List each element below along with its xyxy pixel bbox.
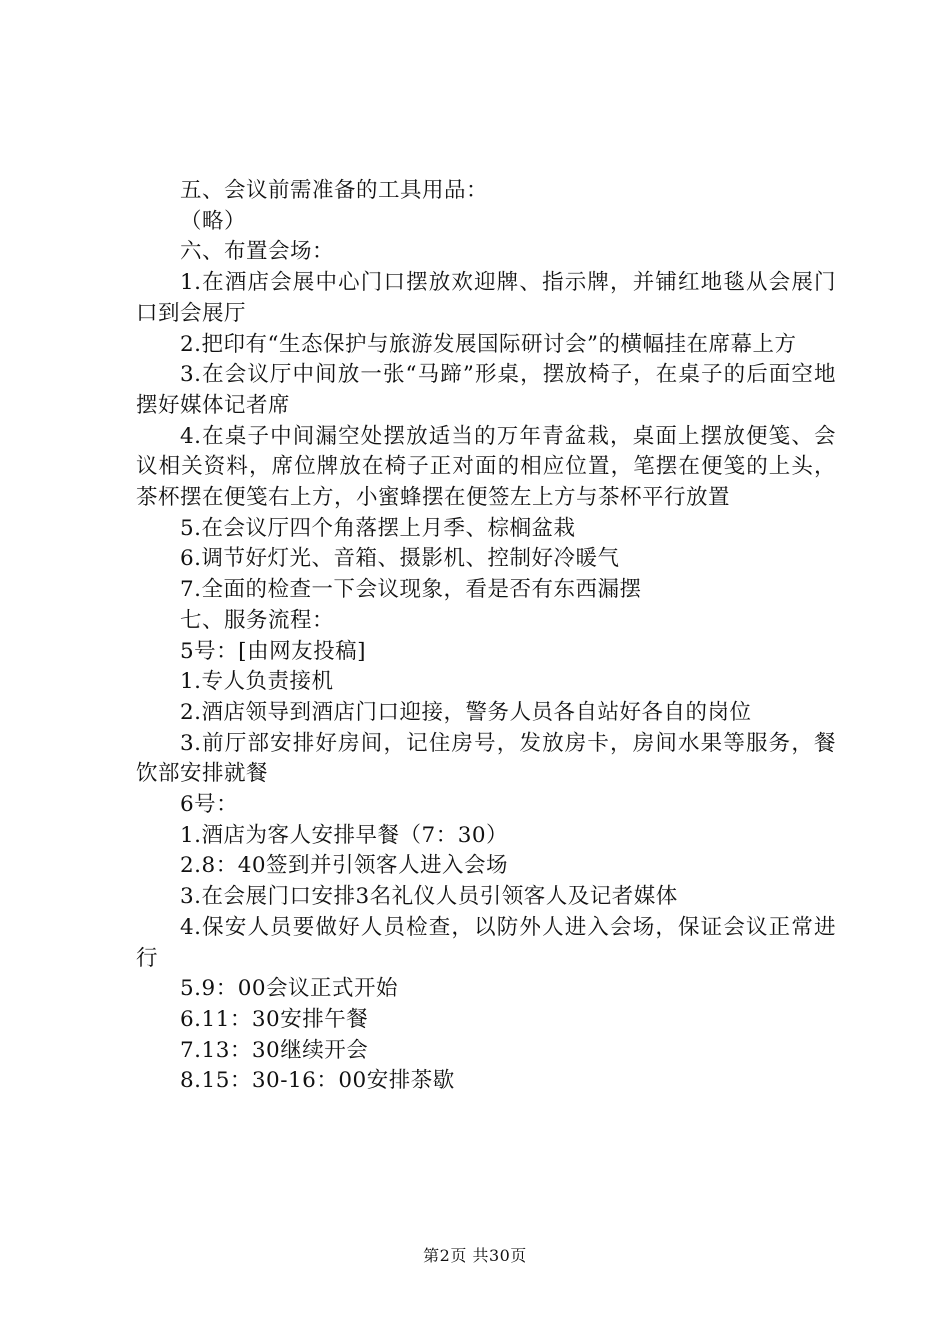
venue-item-3: 3.在会议厅中间放一张“马蹄”形桌，摆放椅子，在桌子的后面空地摆好媒体记者席 [136,362,836,418]
day6-item-3: 3.在会展门口安排3名礼仪人员引领客人及记者媒体 [180,884,678,910]
section-heading-service: 七、服务流程： [180,607,335,633]
day6-item-6: 6.11：30安排午餐 [180,1006,369,1032]
venue-item-5: 5.在会议厅四个角落摆上月季、棕榈盆栽 [180,515,576,541]
day6-item-1: 1.酒店为客人安排早餐（7：30） [180,822,509,848]
venue-item-4: 4.在桌子中间漏空处摆放适当的万年青盆栽，桌面上摆放便笺、会议相关资料，席位牌放在椅子正对面的相应位置，笔摆在便笺的上头，茶杯摆在便笺右上方，小蜜蜂摆在便签左上方与茶杯平行放置 [136,423,836,511]
document-body [136,176,836,1097]
venue-item-1: 1.在酒店会展中心门口摆放欢迎牌、指示牌，并铺红地毯从会展门口到会展厅 [136,270,836,326]
day6-item-5: 5.9：00会议正式开始 [180,976,399,1002]
page-number-footer: 第2页 共30页 [423,1246,527,1265]
section-heading-venue: 六、布置会场： [180,239,335,265]
venue-item-7: 7.全面的检查一下会议现象，看是否有东西漏摆 [180,577,642,603]
day6-item-8: 8.15：30-16：00安排茶歇 [180,1068,455,1094]
paragraph-omitted: （略） [180,208,247,234]
day5-item-1: 1.专人负责接机 [180,669,334,695]
day6-item-7: 7.13：30继续开会 [180,1037,369,1063]
day5-item-2: 2.酒店领导到酒店门口迎接，警务人员各自站好各自的岗位 [180,699,752,725]
day6-item-4: 4.保安人员要做好人员检查，以防外人进入会场，保证会议正常进行 [136,914,836,971]
section-heading-tools: 五、会议前需准备的工具用品： [180,178,489,203]
day5-item-3: 3.前厅部安排好房间，记住房号，发放房卡，房间水果等服务，餐饮部安排就餐 [136,730,836,787]
venue-item-2: 2.把印有“生态保护与旅游发展国际研讨会”的横幅挂在席幕上方 [180,331,797,357]
day-heading-6: 6号： [180,792,239,818]
day-heading-5: 5号：[由网友投稿] [180,638,366,664]
venue-item-6: 6.调节好灯光、音箱、摄影机、控制好冷暖气 [180,546,620,572]
day6-item-2: 2.8：40签到并引领客人进入会场 [180,853,509,879]
